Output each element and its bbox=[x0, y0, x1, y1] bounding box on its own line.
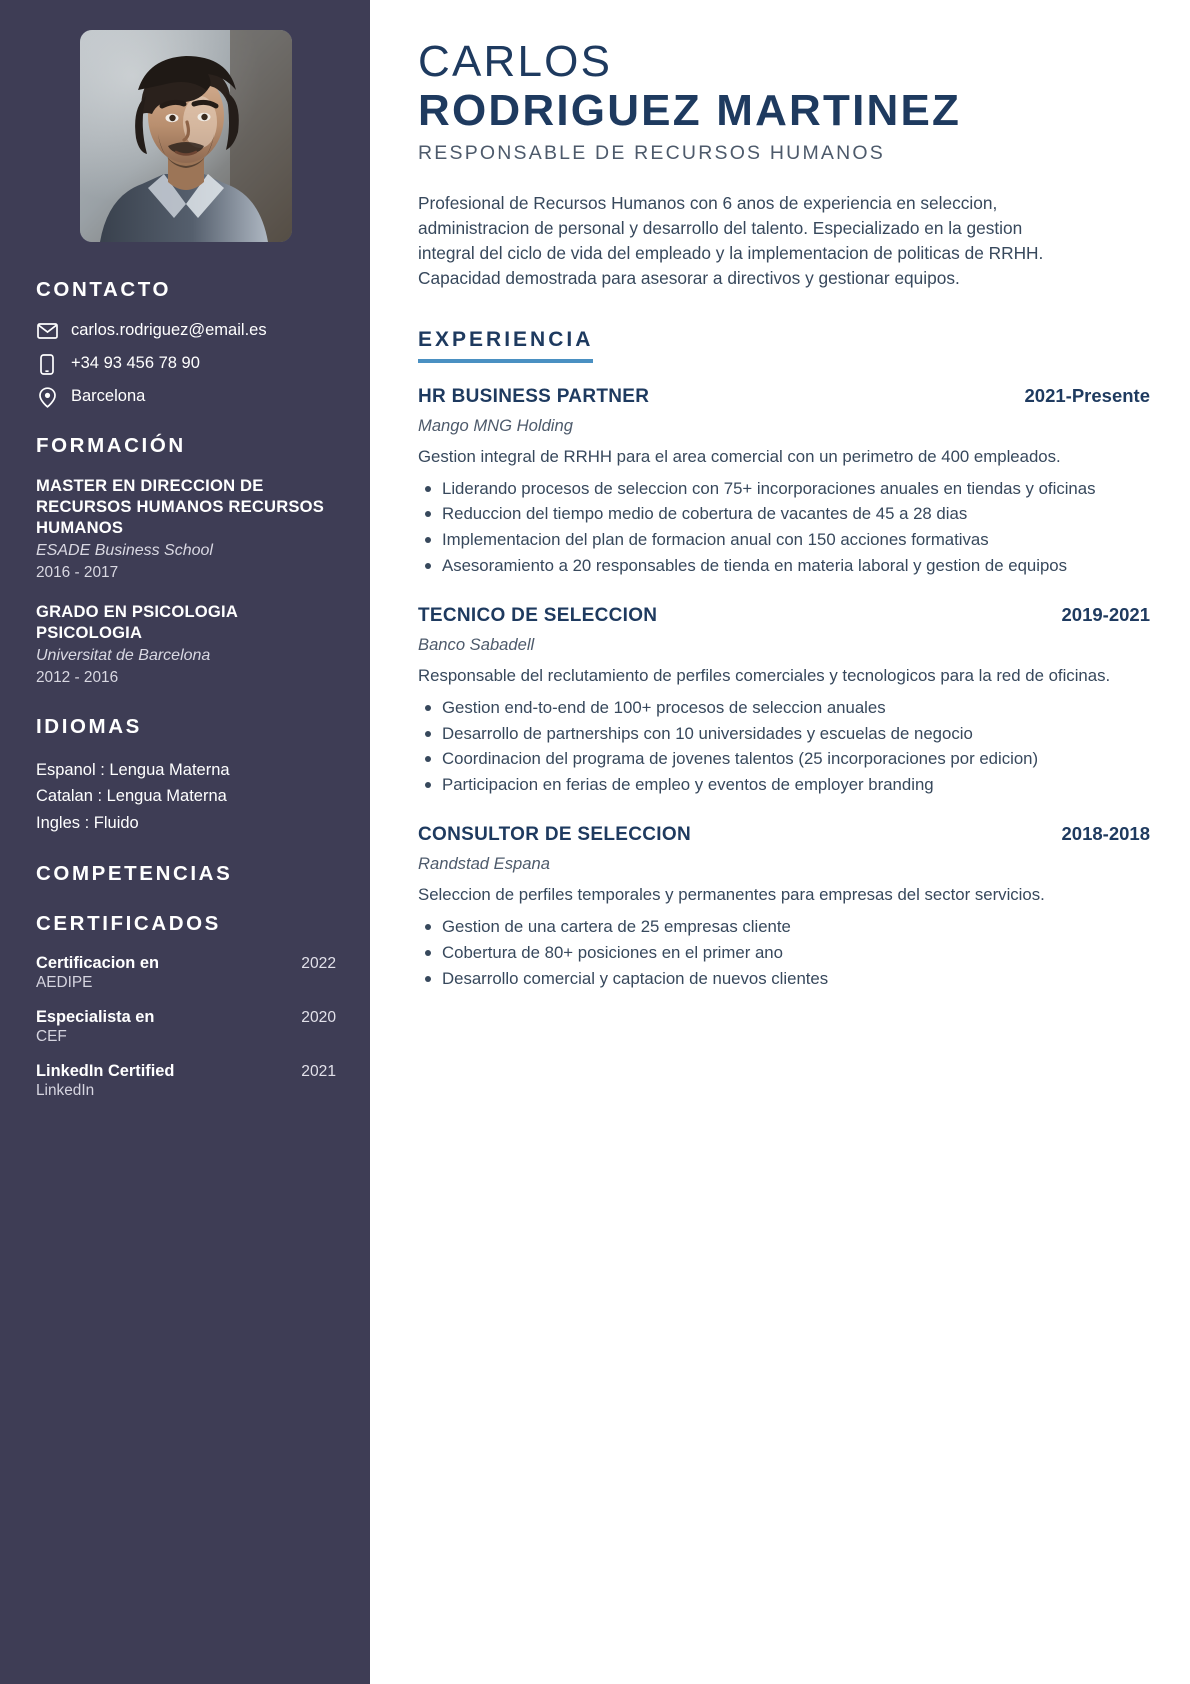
photo-container bbox=[36, 30, 336, 242]
education-section bbox=[36, 434, 336, 689]
languages-heading: IDIOMAS bbox=[36, 714, 142, 738]
avatar bbox=[80, 30, 292, 242]
experience-bullet: Implementacion del plan de formacion anual con 150 acciones formativas bbox=[418, 528, 1150, 552]
education-heading: FORMACIÓN bbox=[36, 434, 186, 457]
skills-heading: COMPETENCIAS bbox=[36, 862, 233, 886]
language-item: Ingles : Fluido bbox=[36, 813, 139, 832]
main-content bbox=[370, 0, 1190, 1684]
experience-description: Responsable del reclutamiento de perfiles comerciales y tecnologicos para la red de oficinas. bbox=[418, 665, 1111, 685]
education-item bbox=[36, 602, 336, 689]
certificate-org: AEDIPE bbox=[36, 974, 93, 992]
certificate-item bbox=[36, 954, 336, 992]
certificate-org: LinkedIn bbox=[36, 1082, 95, 1100]
certificate-year: 2021 bbox=[301, 1063, 336, 1081]
contact-heading: CONTACTO bbox=[36, 278, 172, 301]
certificate-name: Certificacion en bbox=[36, 954, 159, 973]
language-item: Espanol : Lengua Materna bbox=[36, 760, 230, 779]
experience-bullets bbox=[418, 477, 1150, 578]
experience-bullet: Reduccion del tiempo medio de cobertura de vacantes de 45 a 28 dias bbox=[418, 502, 1150, 526]
certificate-name: Especialista en bbox=[36, 1008, 155, 1027]
contact-location-row[interactable] bbox=[36, 386, 336, 408]
certificates-section bbox=[36, 912, 336, 1100]
experience-bullets bbox=[418, 915, 1150, 991]
certificate-year: 2022 bbox=[301, 955, 336, 973]
experience-item bbox=[418, 823, 1150, 990]
resume-header bbox=[418, 38, 1150, 165]
contact-email-value: carlos.rodriguez@email.es bbox=[71, 321, 267, 340]
envelope-icon bbox=[36, 320, 58, 342]
certificates-heading: CERTIFICADOS bbox=[36, 912, 221, 936]
phone-icon bbox=[36, 353, 58, 375]
certificate-item bbox=[36, 1008, 336, 1046]
education-degree: MASTER EN DIRECCION DE RECURSOS HUMANOS RECURSOS HUMANOS bbox=[36, 476, 325, 537]
professional-summary: Profesional de Recursos Humanos con 6 anos de experiencia en seleccion, administracion de personal y desarrollo del talento. Especializado en la gestion integral del ciclo de vida del empleado y la implementacion de politicas de RRHH. Capacidad demostrada para asesorar a directivos y gestionar equipos. bbox=[418, 192, 1044, 289]
language-item: Catalan : Lengua Materna bbox=[36, 787, 227, 806]
certificate-year: 2020 bbox=[301, 1009, 336, 1027]
experience-company: Banco Sabadell bbox=[418, 634, 535, 654]
sidebar bbox=[0, 0, 370, 1684]
contact-phone-value: +34 93 456 78 90 bbox=[71, 354, 200, 373]
contact-email-row[interactable] bbox=[36, 320, 336, 342]
experience-item bbox=[418, 604, 1150, 797]
experience-heading: EXPERIENCIA bbox=[418, 328, 593, 363]
experience-bullets bbox=[418, 696, 1150, 797]
experience-company: Mango MNG Holding bbox=[418, 415, 573, 435]
experience-item bbox=[418, 385, 1150, 578]
languages-section bbox=[36, 715, 336, 836]
experience-role: TECNICO DE SELECCION bbox=[418, 604, 658, 626]
experience-bullet: Gestion end-to-end de 100+ procesos de seleccion anuales bbox=[418, 696, 1150, 720]
experience-bullet: Liderando procesos de seleccion con 75+ incorporaciones anuales en tiendas y oficinas bbox=[418, 477, 1150, 501]
contact-location-value: Barcelona bbox=[71, 387, 146, 406]
first-name: CARLOS bbox=[418, 37, 613, 86]
experience-bullet: Desarrollo de partnerships con 10 universidades y escuelas de negocio bbox=[418, 722, 1150, 746]
certificate-name: LinkedIn Certified bbox=[36, 1062, 175, 1081]
experience-description: Gestion integral de RRHH para el area comercial con un perimetro de 400 empleados. bbox=[418, 446, 1061, 466]
experience-role: CONSULTOR DE SELECCION bbox=[418, 824, 691, 846]
certificate-item bbox=[36, 1062, 336, 1100]
experience-dates: 2018-2018 bbox=[1061, 823, 1150, 845]
experience-role: HR BUSINESS PARTNER bbox=[418, 385, 650, 407]
experience-dates: 2019-2021 bbox=[1061, 603, 1150, 625]
education-school: Universitat de Barcelona bbox=[36, 646, 211, 664]
experience-dates: 2021-Presente bbox=[1024, 384, 1150, 406]
certificate-org: CEF bbox=[36, 1028, 67, 1046]
experience-bullet: Coordinacion del programa de jovenes talentos (25 incorporaciones por edicion) bbox=[418, 747, 1150, 771]
last-name: RODRIGUEZ MARTINEZ bbox=[418, 85, 962, 135]
experience-bullet: Participacion en ferias de empleo y eventos de employer branding bbox=[418, 773, 1150, 797]
education-years: 2012 - 2016 bbox=[36, 669, 119, 687]
education-item bbox=[36, 476, 336, 584]
experience-bullet: Desarrollo comercial y captacion de nuevos clientes bbox=[418, 967, 1150, 991]
location-pin-icon bbox=[36, 386, 58, 408]
contact-section bbox=[36, 278, 336, 408]
education-years: 2016 - 2017 bbox=[36, 564, 119, 582]
education-school: ESADE Business School bbox=[36, 541, 213, 559]
education-degree: GRADO EN PSICOLOGIA PSICOLOGIA bbox=[36, 601, 238, 642]
experience-description: Seleccion de perfiles temporales y permanentes para empresas del sector servicios. bbox=[418, 885, 1045, 905]
contact-phone-row[interactable] bbox=[36, 353, 336, 375]
experience-company: Randstad Espana bbox=[418, 854, 550, 874]
experience-bullet: Cobertura de 80+ posiciones en el primer ano bbox=[418, 941, 1150, 965]
job-title: RESPONSABLE DE RECURSOS HUMANOS bbox=[418, 141, 885, 164]
skills-section bbox=[36, 862, 336, 886]
experience-bullet: Gestion de una cartera de 25 empresas cliente bbox=[418, 915, 1150, 939]
experience-bullet: Asesoramiento a 20 responsables de tienda en materia laboral y gestion de equipos bbox=[418, 554, 1150, 578]
